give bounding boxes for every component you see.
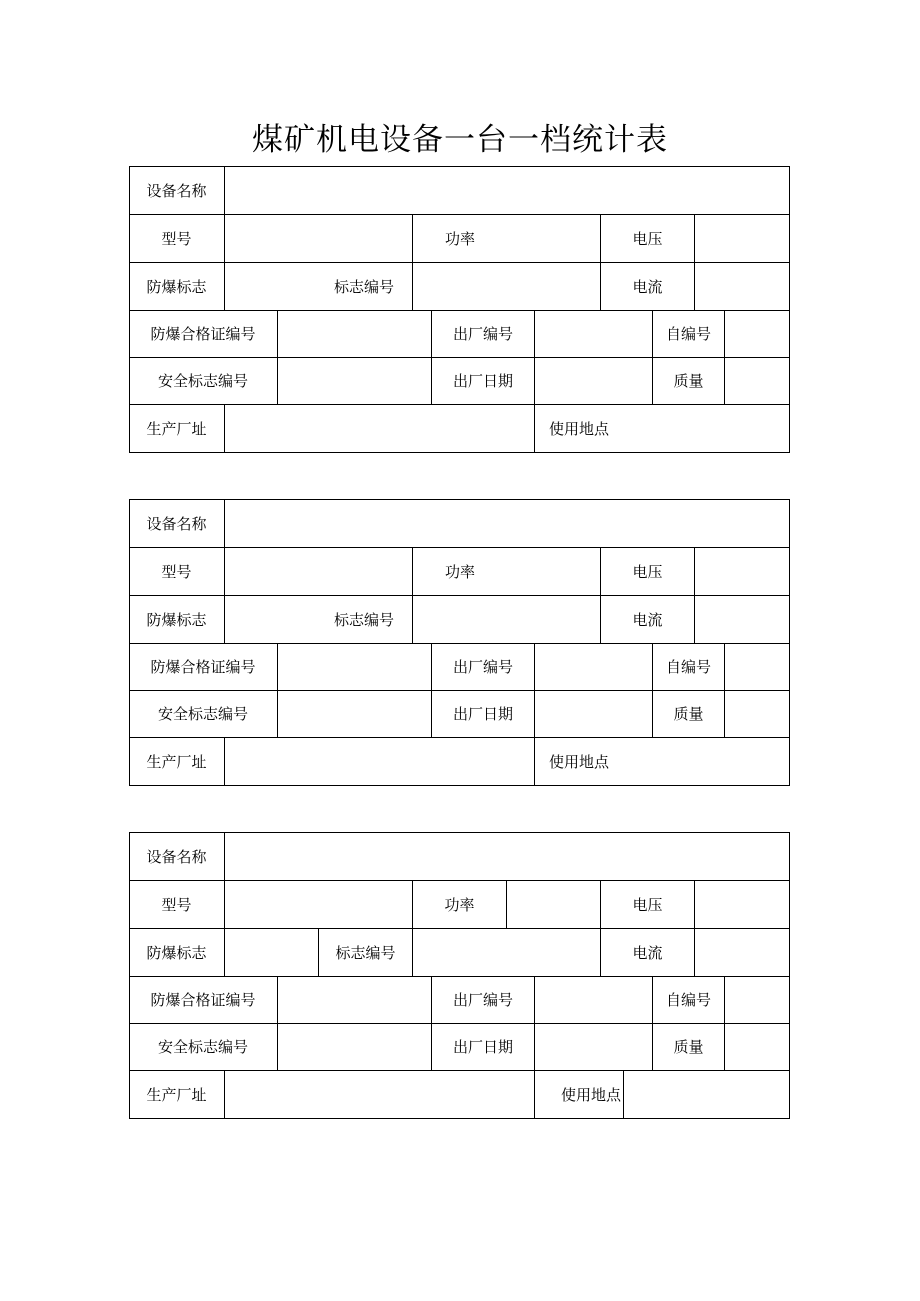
current-field[interactable] (695, 596, 789, 643)
self-number-field[interactable] (725, 977, 789, 1023)
self-number-label: 自编号 (665, 658, 711, 676)
location-label: 使用地点 (560, 1086, 621, 1104)
power-field[interactable] (507, 215, 600, 262)
mass-field[interactable] (725, 358, 789, 404)
manufacturer-address-label: 生产厂址 (146, 1086, 207, 1104)
current-label: 电流 (632, 943, 663, 962)
mark-number-label: 标志编号 (333, 610, 394, 629)
cert-number-label: 防爆合格证编号 (150, 991, 256, 1009)
device-name-label: 设备名称 (146, 514, 207, 533)
factory-date-field[interactable] (535, 691, 652, 737)
model-field[interactable] (225, 215, 412, 262)
voltage-label: 电压 (632, 229, 663, 248)
factory-number-label: 出厂编号 (452, 325, 513, 343)
mass-label: 质量 (673, 372, 704, 390)
cert-number-field[interactable] (278, 977, 431, 1023)
factory-date-field[interactable] (535, 1024, 652, 1070)
cert-number-field[interactable] (278, 311, 431, 357)
factory-date-label: 出厂日期 (452, 705, 513, 723)
factory-number-field[interactable] (535, 977, 652, 1023)
explosion-mark-label: 防爆标志 (146, 277, 207, 296)
mark-number-field[interactable] (413, 263, 600, 310)
cert-number-field[interactable] (278, 644, 431, 690)
mass-field[interactable] (725, 1024, 789, 1070)
device-record-form-2 (129, 499, 790, 786)
voltage-field[interactable] (695, 881, 789, 928)
factory-number-field[interactable] (535, 644, 652, 690)
self-number-field[interactable] (725, 644, 789, 690)
location-field[interactable] (624, 1071, 789, 1118)
device-name-label: 设备名称 (146, 847, 207, 866)
explosion-mark-label: 防爆标志 (146, 610, 207, 629)
device-record-form-3 (129, 832, 790, 1119)
factory-date-label: 出厂日期 (452, 1038, 513, 1056)
mark-number-label: 标志编号 (335, 943, 396, 962)
voltage-label: 电压 (632, 562, 663, 581)
power-label: 功率 (444, 562, 475, 581)
location-label: 使用地点 (549, 753, 610, 771)
factory-date-field[interactable] (535, 358, 652, 404)
safety-mark-number-field[interactable] (278, 358, 431, 404)
voltage-field[interactable] (695, 215, 789, 262)
model-field[interactable] (225, 548, 412, 595)
power-field[interactable] (507, 548, 600, 595)
cert-number-label: 防爆合格证编号 (150, 325, 256, 343)
device-name-field[interactable] (225, 500, 789, 547)
voltage-field[interactable] (695, 548, 789, 595)
device-record-form-1 (129, 166, 790, 453)
model-field[interactable] (225, 881, 412, 928)
power-label: 功率 (444, 229, 475, 248)
device-name-label: 设备名称 (146, 181, 207, 200)
explosion-mark-label: 防爆标志 (146, 943, 207, 962)
power-field[interactable] (507, 881, 600, 928)
safety-mark-number-label: 安全标志编号 (157, 705, 248, 723)
model-label: 型号 (161, 229, 192, 248)
mass-label: 质量 (673, 705, 704, 723)
device-name-field[interactable] (225, 167, 789, 214)
factory-date-label: 出厂日期 (452, 372, 513, 390)
self-number-field[interactable] (725, 311, 789, 357)
model-label: 型号 (161, 895, 192, 914)
current-field[interactable] (695, 929, 789, 976)
manufacturer-address-field[interactable] (225, 1071, 534, 1118)
voltage-label: 电压 (632, 895, 663, 914)
mark-number-field[interactable] (413, 596, 600, 643)
mark-number-field[interactable] (413, 929, 600, 976)
model-label: 型号 (161, 562, 192, 581)
current-label: 电流 (632, 610, 663, 629)
explosion-mark-field[interactable] (225, 929, 318, 976)
self-number-label: 自编号 (665, 325, 711, 343)
manufacturer-address-field[interactable] (225, 738, 534, 785)
manufacturer-address-field[interactable] (225, 405, 534, 452)
power-label: 功率 (444, 895, 475, 914)
cert-number-label: 防爆合格证编号 (150, 658, 256, 676)
device-name-field[interactable] (225, 833, 789, 880)
factory-number-label: 出厂编号 (452, 658, 513, 676)
mass-label: 质量 (673, 1038, 704, 1056)
page-title: 煤矿机电设备一台一档统计表 (252, 122, 668, 158)
manufacturer-address-label: 生产厂址 (146, 420, 207, 438)
factory-number-field[interactable] (535, 311, 652, 357)
factory-number-label: 出厂编号 (452, 991, 513, 1009)
mark-number-label: 标志编号 (333, 277, 394, 296)
safety-mark-number-field[interactable] (278, 691, 431, 737)
manufacturer-address-label: 生产厂址 (146, 753, 207, 771)
mass-field[interactable] (725, 691, 789, 737)
self-number-label: 自编号 (665, 991, 711, 1009)
safety-mark-number-label: 安全标志编号 (157, 1038, 248, 1056)
current-field[interactable] (695, 263, 789, 310)
safety-mark-number-field[interactable] (278, 1024, 431, 1070)
location-label: 使用地点 (549, 420, 610, 438)
safety-mark-number-label: 安全标志编号 (157, 372, 248, 390)
current-label: 电流 (632, 277, 663, 296)
